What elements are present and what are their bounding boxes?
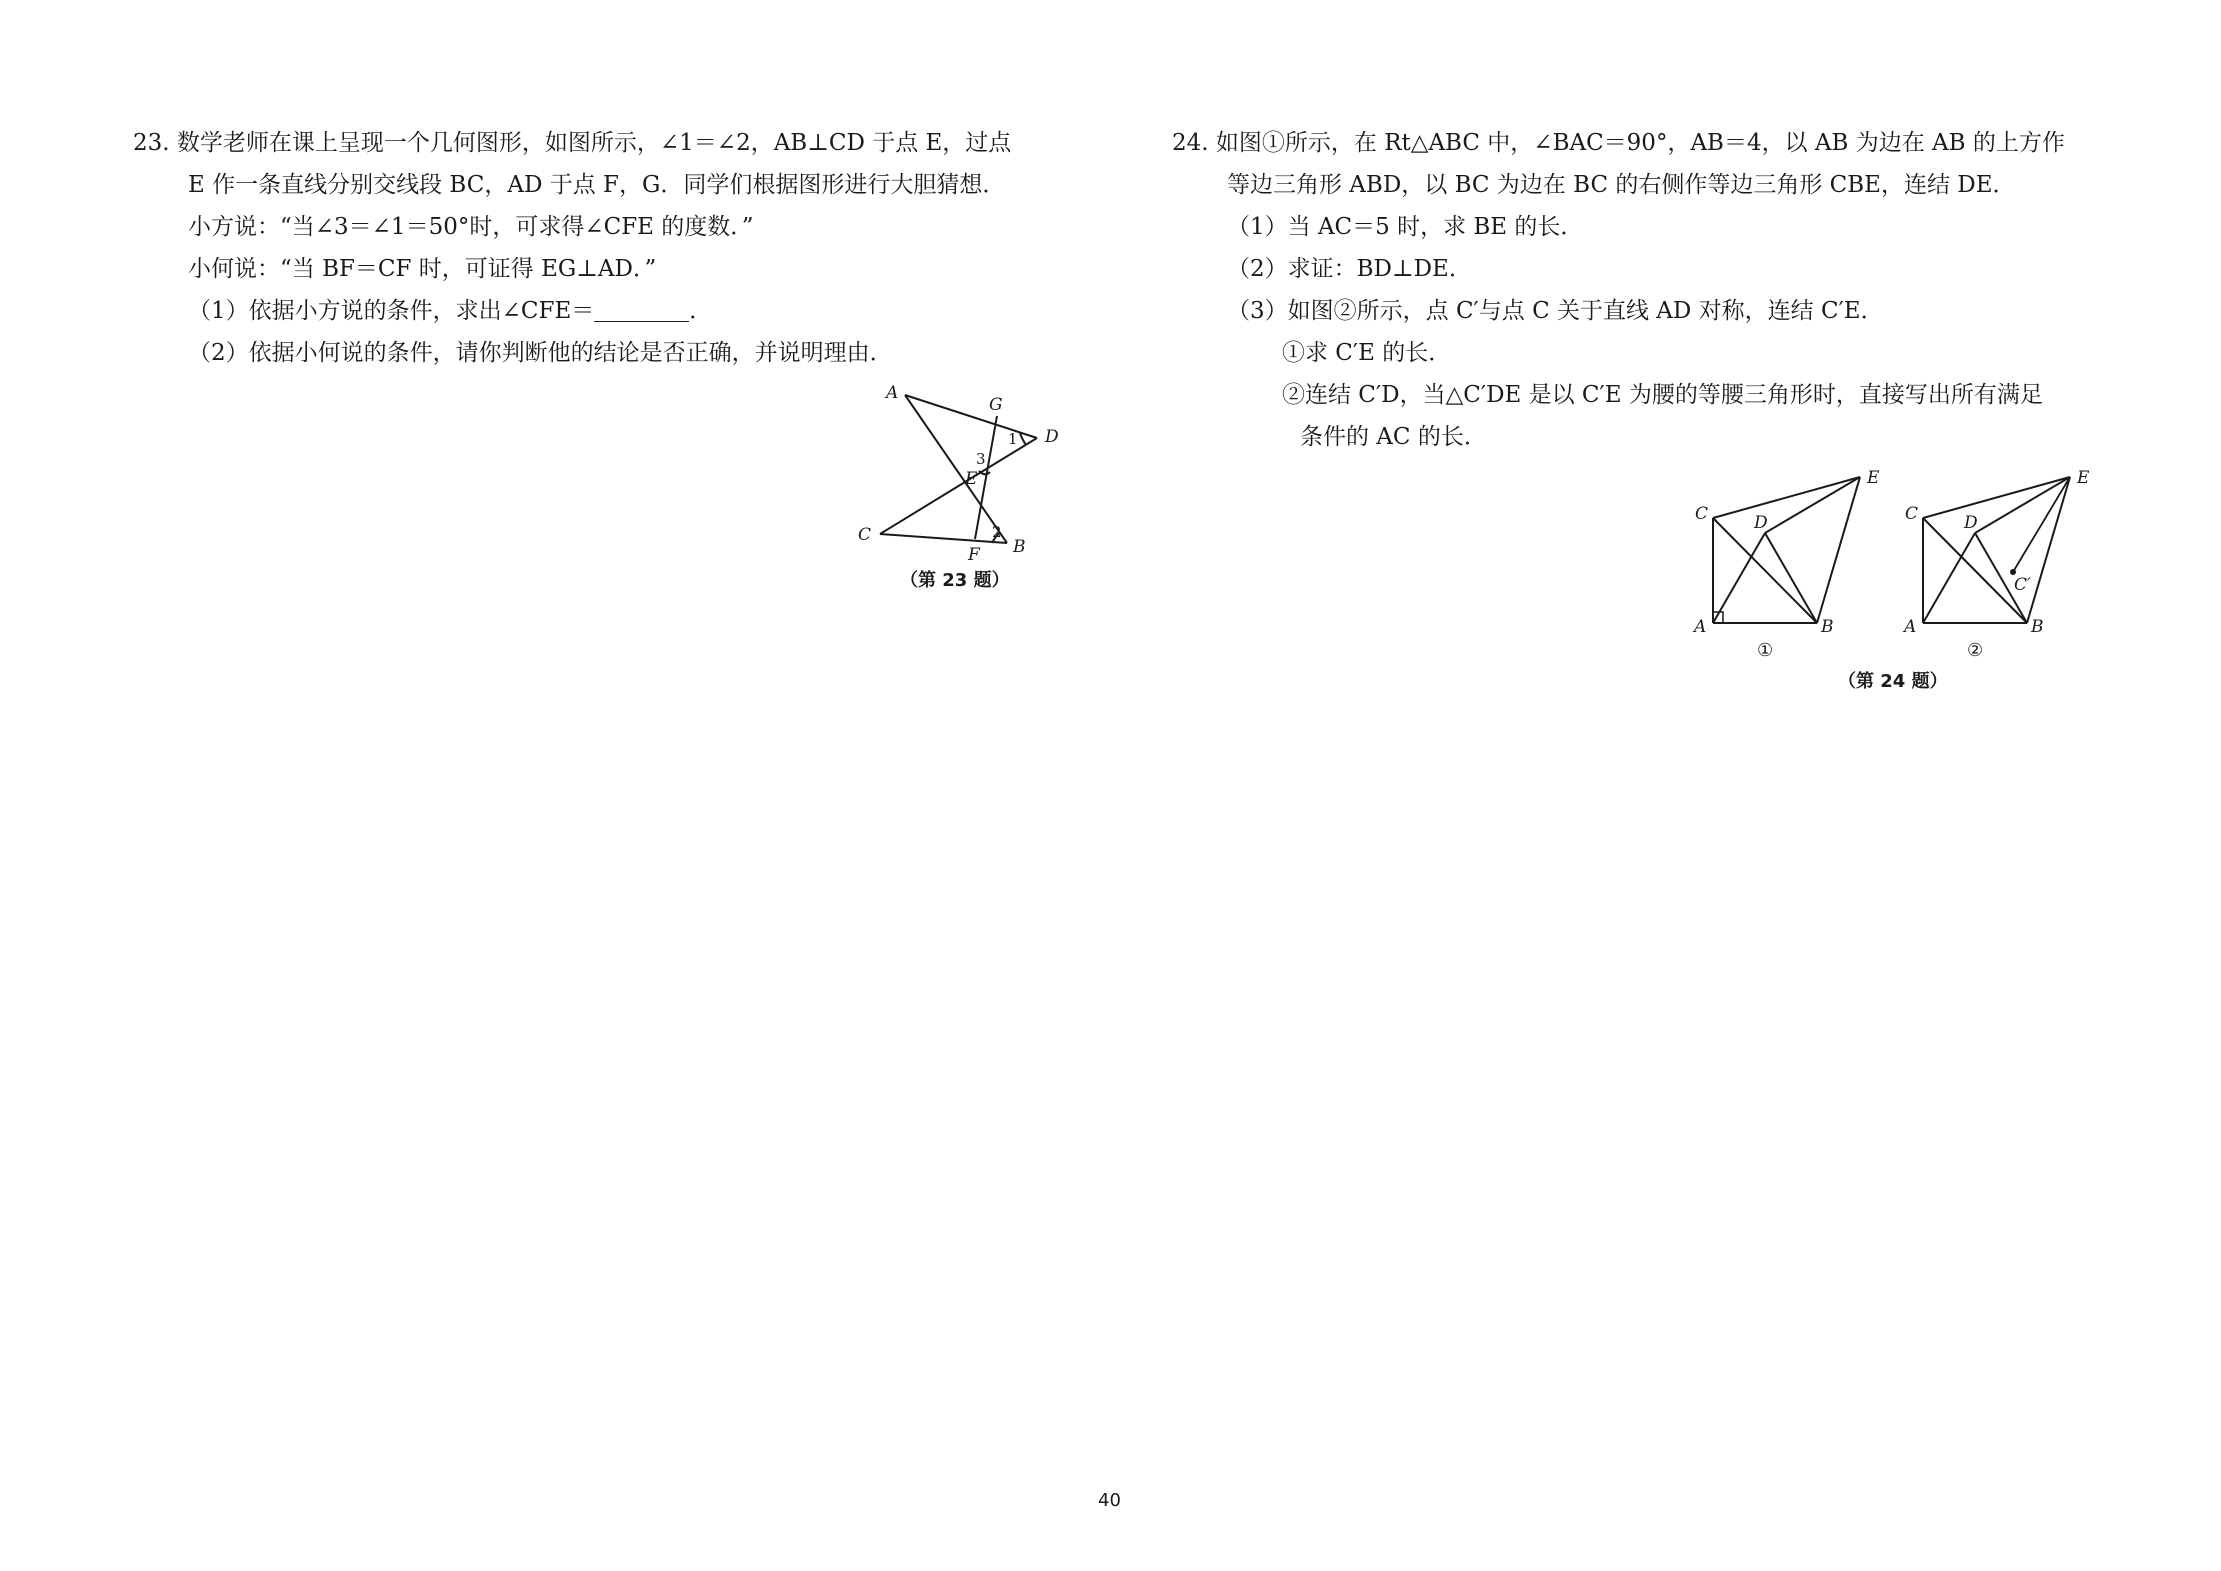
label-angle-3: 3 (976, 450, 986, 468)
q23-line-3: 小方说：“当∠3＝∠1＝50°时，可求得∠CFE 的度数．” (188, 214, 754, 240)
fig2-label-A: A (1904, 617, 1917, 637)
q24-part-2: （2）求证：BD⊥DE． (1227, 256, 1472, 282)
segment-DC (880, 438, 1037, 534)
label-G: G (989, 395, 1003, 415)
fig2-label-E: E (2077, 468, 2090, 488)
fig2-label-B: B (2031, 617, 2044, 637)
fig2-mark: ② (1967, 640, 1984, 661)
label-angle-1: 1 (1008, 430, 1018, 448)
segment-CE (1923, 477, 2070, 518)
fig1-label-B: B (1821, 617, 1834, 637)
q23-line-2: E 作一条直线分别交线段 BC，AD 于点 F，G．同学们根据图形进行大胆猜想． (188, 172, 1006, 198)
q24-part-1: （1）当 AC＝5 时，求 BE 的长． (1227, 214, 1584, 240)
q24-figure-2 (1900, 465, 2110, 665)
segment-AB (905, 395, 1007, 543)
segment-AD (1713, 533, 1765, 623)
q24-sub-2-line-2: 条件的 AC 的长． (1300, 424, 1487, 450)
page-number: 40 (1098, 1490, 1121, 1511)
label-E: E (965, 469, 978, 489)
fig1-label-D: D (1754, 513, 1768, 533)
fig1-label-C: C (1695, 504, 1709, 524)
fig2-label-D: D (1964, 513, 1978, 533)
label-D: D (1045, 427, 1059, 447)
fig2-label-C: C (1905, 504, 1919, 524)
q24-caption: （第 24 题） (1838, 671, 1948, 692)
segment-CE (1713, 477, 1860, 518)
q23-part-2: （2）依据小何说的条件，请你判断他的结论是否正确，并说明理由． (188, 340, 893, 366)
label-B: B (1013, 537, 1026, 557)
q23-line-1: 23. 数学老师在课上呈现一个几何图形，如图所示，∠1＝∠2，AB⊥CD 于点 E，过点 (133, 130, 1012, 156)
q23-part-1 (133, 290, 1053, 332)
segment-GF (975, 416, 997, 539)
fig1-mark: ① (1757, 640, 1774, 661)
q24-figure-1 (1690, 465, 1900, 665)
q24-part-3: （3）如图②所示，点 C′与点 C 关于直线 AD 对称，连结 C′E． (1227, 298, 1884, 324)
label-angle-2: 2 (992, 523, 1002, 541)
q24-sub-2-line-1: ②连结 C′D，当△C′DE 是以 C′E 为腰的等腰三角形时，直接写出所有满足 (1282, 382, 2043, 408)
fig1-label-A: A (1694, 617, 1707, 637)
q23-part-1-end: ． (689, 298, 713, 324)
label-C: C (858, 525, 872, 545)
fig1-label-E: E (1867, 468, 1880, 488)
question-23 (133, 122, 1053, 374)
q24-line-1: 24. 如图①所示，在 Rt△ABC 中，∠BAC＝90°，AB＝4，以 AB 为边在 AB 的上方作 (1172, 130, 2065, 156)
q24-sub-1: ①求 C′E 的长． (1282, 340, 1452, 366)
question-24 (1172, 122, 2107, 458)
answer-blank[interactable] (594, 298, 689, 322)
fig2-label-Cprime: C′ (2014, 575, 2031, 595)
label-A: A (886, 383, 899, 403)
q23-part-1-text: （1）依据小方说的条件，求出∠CFE＝ (188, 298, 595, 324)
q23-line-4: 小何说：“当 BF＝CF 时，可证得 EG⊥AD．” (188, 256, 657, 282)
angle-3-arc (979, 471, 990, 474)
q23-figure (840, 380, 1070, 570)
segment-CB (880, 534, 1007, 543)
label-F: F (968, 545, 980, 565)
q23-caption: （第 23 题） (900, 570, 1010, 591)
q24-line-2: 等边三角形 ABD，以 BC 为边在 BC 的右侧作等边三角形 CBE，连结 DE． (1227, 172, 2016, 198)
segment-AD (1923, 533, 1975, 623)
